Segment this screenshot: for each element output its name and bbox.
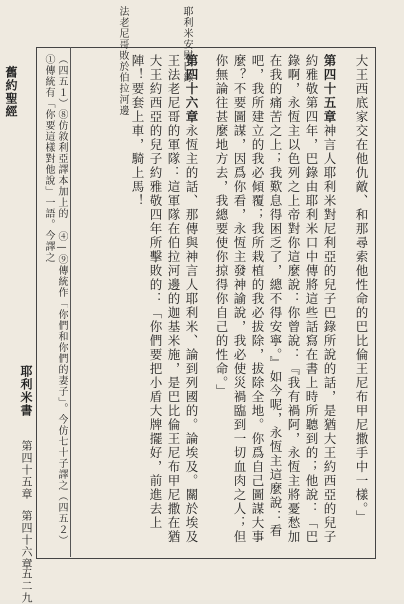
chapter-45-text: 神言人耶利米對尼利亞的兒子巴錄所說的話，是猶大王約西亞的兒子約雅敬第四年，巴錄由耶利米口中傳將這些話寫在書上時所聽到的；他說：「巴錄啊，永恆主以色列之上帝對你這麼說：你曾說：『我有禍阿，永恆主將憂愁加在我的痛苦之上；我歎息得困乏了，總不得安寧。』如今呢，永恆主這麼說：看吧，我所建立的我必傾覆；我所栽植的我必拔除，拔除全地。你爲自己圖謀大事麼？不要圖謀，因爲你看，永恆主發神諭說，我必使災禍臨到一切血肉之人；但你無論往甚麼地方去，我總要使你掠得你自己的性命。」 xyxy=(214,54,337,544)
text-column-1: 大王西底家交在他仇敵、和那尋索他性命的巴比倫王尼布甲尼撒手中一樣。」 xyxy=(354,54,369,524)
chapter-45-heading: 第四十五章 xyxy=(322,54,337,124)
running-head-book-title: 耶利米書 xyxy=(19,365,33,417)
text-column-3 xyxy=(80,54,200,552)
running-head-chapter-46: 第四十六章 xyxy=(20,510,33,570)
marginal-note-right: 耶利米安慰巴錄 xyxy=(181,6,192,83)
text-column-2 xyxy=(204,54,338,552)
marginal-note-left: 法老尼哥敗於伯拉河邊 xyxy=(117,6,128,116)
page-number: 一五二九 xyxy=(20,556,33,604)
chapter-46-heading: 第四十六章 xyxy=(184,54,199,124)
running-head-book: 舊約聖經 xyxy=(4,66,18,118)
footnote-divider xyxy=(70,47,71,557)
chapter-46-text: 永恆主的話、那傳與神言人耶利米、論到列國的。論埃及。關於埃及王法老尼哥的軍隊：這軍隊在伯拉河邊的迦基米施，是巴比倫王尼布甲尼撒在猶大王約西亞的兒子約雅敬四年所擊敗的：「你們要把小盾大牌擺好，前進去上陣！要套上車，騎上馬！ xyxy=(130,54,199,544)
running-head-chapter-45: 第四十五章 xyxy=(20,440,33,500)
footnotes: （四五１）⑧仿敘利亞譯本加上的 ④—⑨傳統作「你們和你們的妻子」。今仿七十子譯之（四五２）①傳統有「你要這樣對他說」一語。今譯之 xyxy=(43,54,67,546)
